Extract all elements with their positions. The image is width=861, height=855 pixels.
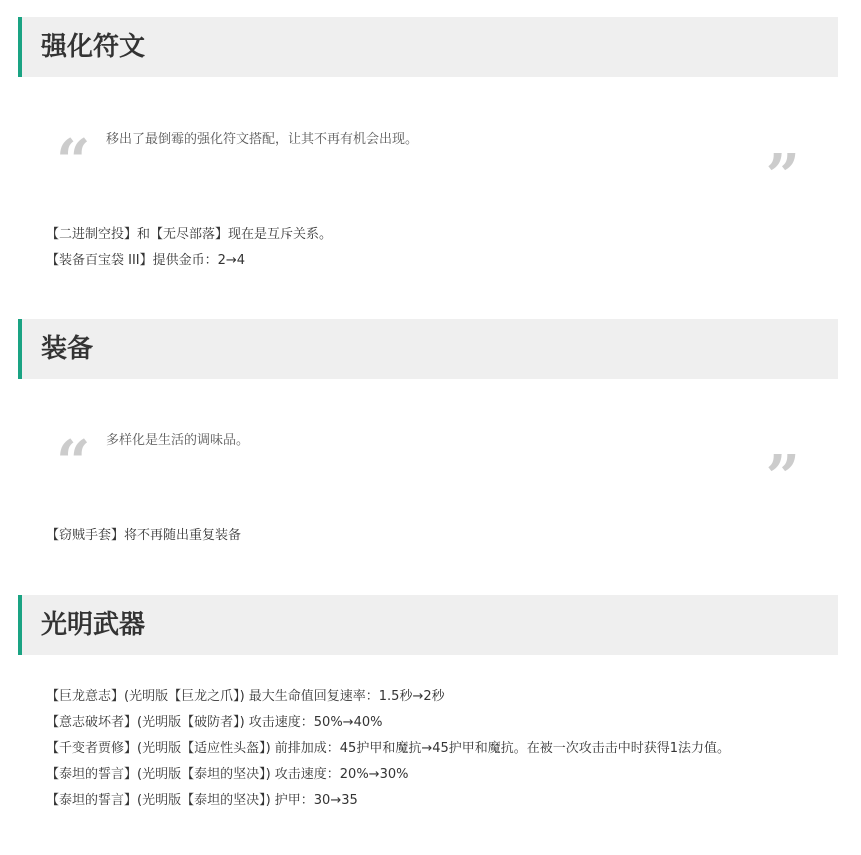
- list-item: 【装备百宝袋 III】提供金币：2→4: [46, 253, 246, 268]
- list-item: 【巨龙意志】(光明版【巨龙之爪】) 最大生命值回复速率：1.5秒→2秒: [46, 689, 445, 704]
- list-item: 【泰坦的誓言】(光明版【泰坦的坚决】) 护甲：30→35: [46, 793, 358, 808]
- list-item: 【意志破坏者】(光明版【破防者】) 攻击速度：50%→40%: [46, 715, 383, 730]
- section-body: [46, 523, 836, 549]
- section-title: 强化符文: [41, 32, 146, 62]
- quote-open-icon: “: [56, 127, 91, 197]
- list-item: 【二进制空投】和【无尽部落】现在是互斥关系。: [46, 227, 333, 242]
- section-title: 装备: [41, 334, 94, 364]
- quote-close-icon: ”: [765, 443, 800, 513]
- blockquote: [48, 428, 808, 513]
- section-body: [46, 222, 836, 274]
- quote-open-icon: “: [56, 428, 91, 498]
- quote-text: 多样化是生活的调味品。: [106, 433, 250, 448]
- section-body: [46, 684, 836, 814]
- section-header-radiant-items: [18, 595, 838, 655]
- quote-close-icon: ”: [765, 142, 800, 212]
- blockquote: [48, 127, 808, 212]
- list-item: 【窃贼手套】将不再随出重复装备: [46, 528, 242, 543]
- section-header-items: [18, 319, 838, 379]
- list-item: 【千变者贾修】(光明版【适应性头盔】) 前排加成：45护甲和魔抗→45护甲和魔抗。在被一次攻击击中时获得1法力值。: [46, 741, 731, 756]
- list-item: 【泰坦的誓言】(光明版【泰坦的坚决】) 攻击速度：20%→30%: [46, 767, 409, 782]
- section-title: 光明武器: [41, 610, 146, 640]
- quote-text: 移出了最倒霉的强化符文搭配，让其不再有机会出现。: [106, 132, 419, 147]
- section-header-runes: [18, 17, 838, 77]
